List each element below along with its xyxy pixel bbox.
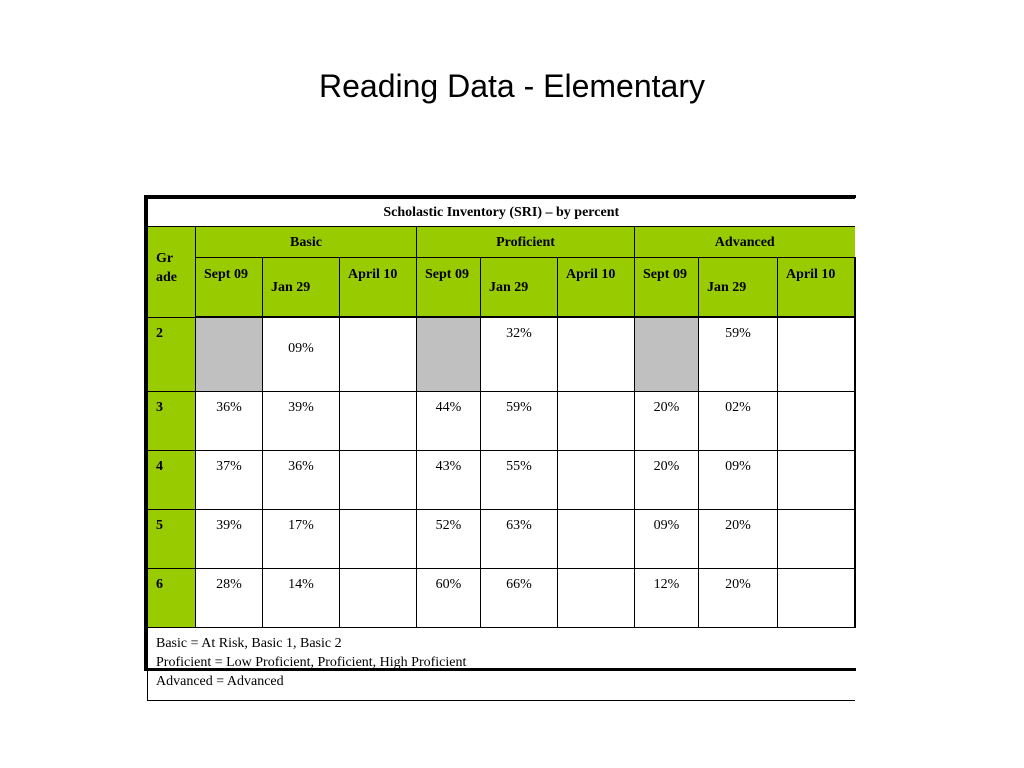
value-cell: 43%: [417, 451, 481, 510]
value-cell: [778, 510, 855, 569]
value-cell: 44%: [417, 392, 481, 451]
value-cell: 09%: [263, 317, 340, 392]
value-cell: 02%: [699, 392, 778, 451]
value-cell: 28%: [196, 569, 263, 628]
value-cell: 59%: [699, 317, 778, 392]
value-cell: 60%: [417, 569, 481, 628]
subheader-basic-april: April 10: [340, 258, 417, 318]
value-cell: [340, 317, 417, 392]
table-row: [148, 392, 855, 451]
subheader-basic-jan: Jan 29: [263, 258, 340, 318]
table-row: [148, 317, 855, 392]
grade-cell: 5: [148, 510, 196, 569]
subheader-proficient-jan: Jan 29: [481, 258, 558, 318]
value-cell: [340, 451, 417, 510]
value-cell: 39%: [196, 510, 263, 569]
slide-title: Reading Data - Elementary: [319, 68, 705, 104]
subheader-advanced-sept: Sept 09: [635, 258, 699, 318]
legend-line-basic: Basic = At Risk, Basic 1, Basic 2: [156, 636, 342, 651]
value-cell: [558, 510, 635, 569]
value-cell: 20%: [635, 392, 699, 451]
value-cell: 20%: [699, 510, 778, 569]
value-cell: [778, 451, 855, 510]
grade-cell: 2: [148, 317, 196, 392]
subheader-advanced-april: April 10: [778, 258, 855, 318]
value-cell: 36%: [196, 392, 263, 451]
value-cell: 12%: [635, 569, 699, 628]
subheader-proficient-april: April 10: [558, 258, 635, 318]
grade-cell: 3: [148, 392, 196, 451]
value-cell: 66%: [481, 569, 558, 628]
table-row: [148, 510, 855, 569]
value-cell: [558, 451, 635, 510]
value-cell: [778, 569, 855, 628]
value-cell: 37%: [196, 451, 263, 510]
value-cell: [778, 392, 855, 451]
value-cell: 09%: [699, 451, 778, 510]
table-caption: Scholastic Inventory (SRI) – by percent: [148, 199, 855, 227]
value-cell: [778, 317, 855, 392]
legend-line-advanced: Advanced = Advanced: [156, 674, 284, 689]
value-cell: 63%: [481, 510, 558, 569]
value-cell: 20%: [699, 569, 778, 628]
value-cell: 32%: [481, 317, 558, 392]
value-cell: 39%: [263, 392, 340, 451]
value-cell: 17%: [263, 510, 340, 569]
grade-cell: 4: [148, 451, 196, 510]
value-cell: [558, 569, 635, 628]
value-cell: 55%: [481, 451, 558, 510]
value-cell: 14%: [263, 569, 340, 628]
table-row: [148, 451, 855, 510]
reading-data-table: [147, 198, 856, 701]
value-cell: [558, 317, 635, 392]
table-legend: [148, 628, 855, 701]
value-cell: 59%: [481, 392, 558, 451]
value-cell: [340, 510, 417, 569]
grade-column-header: Gr ade: [148, 227, 196, 318]
band-header-advanced: Advanced: [635, 227, 855, 258]
band-header-basic: Basic: [196, 227, 417, 258]
value-cell: 09%: [635, 510, 699, 569]
value-cell: [417, 317, 481, 392]
value-cell: [558, 392, 635, 451]
grade-cell: 6: [148, 569, 196, 628]
subheader-proficient-sept: Sept 09: [417, 258, 481, 318]
value-cell: 20%: [635, 451, 699, 510]
value-cell: [196, 317, 263, 392]
value-cell: [340, 392, 417, 451]
legend-line-proficient: Proficient = Low Proficient, Proficient, High Proficient: [156, 655, 467, 670]
table-row: [148, 569, 855, 628]
value-cell: 36%: [263, 451, 340, 510]
value-cell: [340, 569, 417, 628]
subheader-advanced-jan: Jan 29: [699, 258, 778, 318]
subheader-basic-sept: Sept 09: [196, 258, 263, 318]
band-header-proficient: Proficient: [417, 227, 635, 258]
value-cell: 52%: [417, 510, 481, 569]
value-cell: [635, 317, 699, 392]
